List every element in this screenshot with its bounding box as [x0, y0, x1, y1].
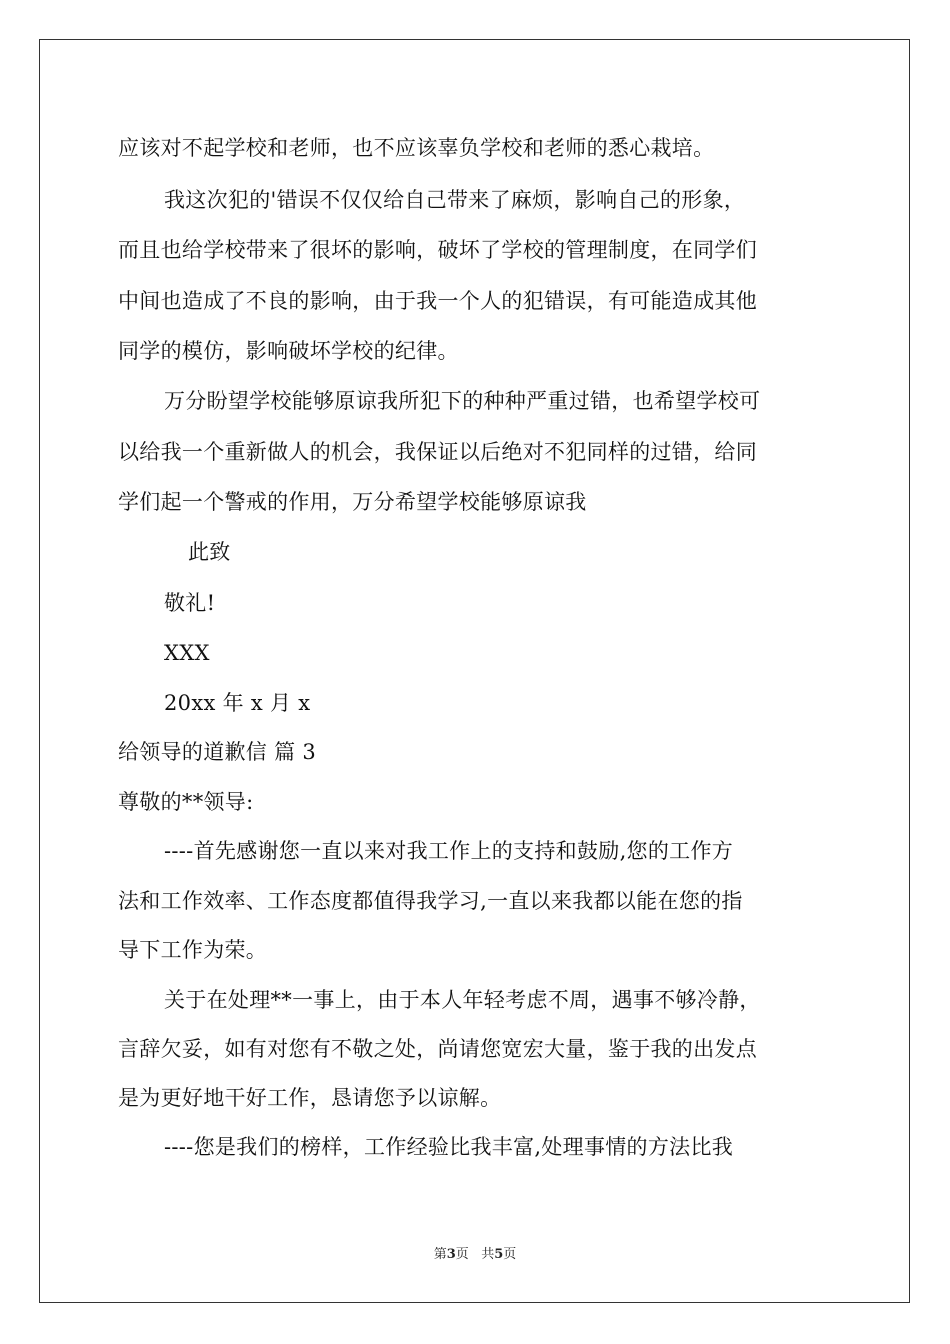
text-line: 应该对不起学校和老师，也不应该辜负学校和老师的悉心栽培。: [118, 136, 715, 160]
text-line: ----首先感谢您一直以来对我工作上的支持和鼓励,您的工作方: [164, 839, 734, 863]
page-prefix: 第: [433, 1247, 447, 1262]
page-total: 5: [494, 1247, 504, 1262]
closing-phrase: 此致: [188, 540, 231, 564]
text-line: 以给我一个重新做人的机会，我保证以后绝对不犯同样的过错，给同: [118, 440, 757, 464]
page-label: 页: [455, 1247, 469, 1262]
text-line: 言辞欠妥，如有对您有不敬之处，尚请您宽宏大量，鉴于我的出发点: [118, 1037, 757, 1061]
text-line: ----您是我们的榜样，工作经验比我丰富,处理事情的方法比我: [164, 1135, 734, 1159]
signature: XXX: [164, 641, 210, 665]
page-footer: [0, 1247, 950, 1263]
total-label: 页: [503, 1247, 517, 1262]
date-line: 20xx 年 x 月 x: [164, 691, 311, 715]
text-line: 万分盼望学校能够原谅我所犯下的种种严重过错，也希望学校可: [164, 389, 761, 413]
salutation-closing: 敬礼!: [164, 591, 216, 615]
text-line: 我这次犯的'错误不仅仅给自己带来了麻烦，影响自己的形象，: [164, 188, 746, 212]
text-line: 是为更好地干好工作，恳请您予以谅解。: [118, 1086, 502, 1110]
total-prefix: 共: [481, 1247, 495, 1262]
text-line: 而且也给学校带来了很坏的影响，破坏了学校的管理制度，在同学们: [118, 238, 757, 262]
page-current: 3: [446, 1247, 456, 1262]
greeting: 尊敬的**领导:: [118, 790, 254, 814]
text-line: 法和工作效率、工作态度都值得我学习,一直以来我都以能在您的指: [118, 889, 743, 913]
section-title: 给领导的道歉信 篇 3: [118, 740, 317, 764]
text-line: 同学的模仿，影响破坏学校的纪律。: [118, 339, 459, 363]
text-line: 学们起一个警戒的作用，万分希望学校能够原谅我: [118, 490, 587, 514]
text-line: 中间也造成了不良的影响，由于我一个人的犯错误，有可能造成其他: [118, 289, 757, 313]
page-border: [39, 39, 910, 1303]
text-line: 关于在处理**一事上，由于本人年轻考虑不周，遇事不够冷静，: [164, 988, 761, 1012]
text-line: 导下工作为荣。: [118, 938, 268, 962]
